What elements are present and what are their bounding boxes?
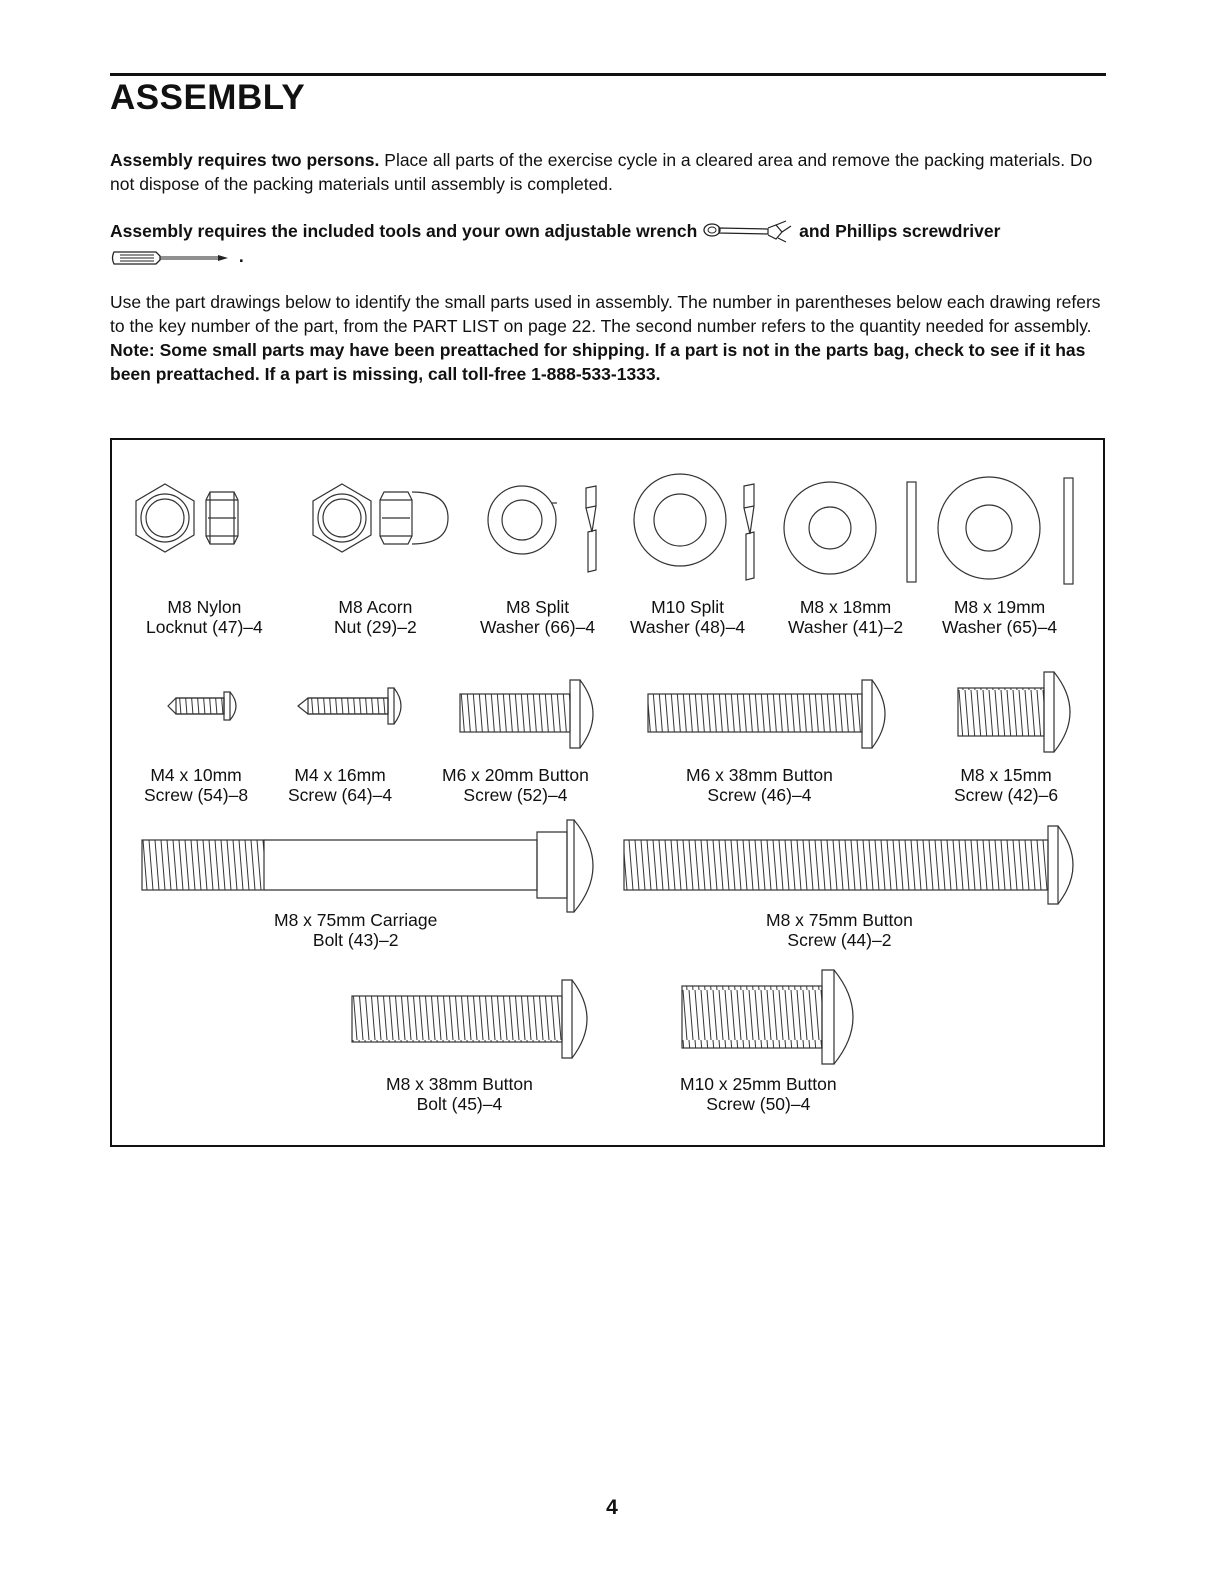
part-label: M10 x 25mm Button Screw (50)–4 (680, 1074, 837, 1114)
tools-text: Assembly requires the included tools and your own adjustable wrench (110, 221, 698, 241)
part-label: M8 Nylon Locknut (47)–4 (146, 597, 263, 637)
adjustable-wrench-icon (702, 220, 794, 244)
part-label: M8 x 15mm Screw (42)–6 (954, 765, 1059, 805)
button-screw-icon (682, 970, 853, 1064)
page-number: 4 (606, 1496, 618, 1519)
split-washer-icon (488, 486, 596, 572)
phillips-screwdriver-icon (110, 247, 234, 269)
short-screw-icon (168, 692, 236, 720)
part-label: M10 Split Washer (48)–4 (630, 597, 746, 637)
parts-box (110, 438, 1105, 1147)
tools-paragraph (110, 219, 1110, 269)
nylon-locknut-icon (136, 484, 238, 552)
flat-washer-large-icon (938, 477, 1073, 584)
packing-text: Place all parts of the exercise cycle in a cleared area and remove the packing materials. Do not dispose of the packing materials until assembly is completed. (110, 150, 1093, 194)
part-label: M8 x 19mm Washer (65)–4 (942, 597, 1058, 637)
tools-period: . (238, 246, 244, 267)
tools-text-2: and Phillips screwdriver (799, 221, 1001, 241)
page-title: ASSEMBLY (110, 78, 306, 117)
part-label: M4 x 10mm Screw (54)–8 (144, 765, 249, 805)
carriage-bolt-icon (142, 820, 593, 912)
intro-paragraph-3 (110, 290, 1110, 386)
screw-icon (298, 688, 401, 724)
button-screw-icon (460, 680, 593, 748)
button-bolt-icon (352, 980, 587, 1058)
part-label: M8 x 38mm Button Bolt (45)–4 (386, 1074, 533, 1114)
acorn-nut-icon (313, 484, 448, 552)
part-label: M4 x 16mm Screw (64)–4 (288, 765, 393, 805)
drawings-text: Use the part drawings below to identify the small parts used in assembly. The number in parentheses below each drawing refers to the key number of the part, from the PART LIST on page 22. The second number refers to the quantity needed for assembly. (110, 292, 1101, 336)
part-label: M8 Acorn Nut (29)–2 (334, 597, 417, 637)
part-label: M8 x 75mm Carriage Bolt (43)–2 (274, 910, 438, 950)
part-label: M8 x 18mm Washer (41)–2 (788, 597, 904, 637)
part-label: M6 x 38mm Button Screw (46)–4 (686, 765, 833, 805)
short-button-screw-icon (958, 672, 1070, 752)
long-button-screw-icon (648, 680, 885, 748)
preattached-note: Note: Some small parts may have been preattached for shipping. If a part is not in the parts bag, check to see if it has been preattached. If a part is missing, call toll-free 1-888-533-1333. (110, 340, 1086, 384)
part-label: M6 x 20mm Button Screw (52)–4 (442, 765, 589, 805)
part-label: M8 x 75mm Button Screw (44)–2 (766, 910, 913, 950)
flat-washer-icon (784, 482, 916, 582)
two-persons-note: Assembly requires two persons. (110, 150, 380, 170)
split-washer-large-icon (634, 474, 754, 580)
long-button-screw-icon (624, 826, 1073, 904)
title-rule (110, 73, 1106, 76)
intro-paragraph-1 (110, 148, 1110, 196)
part-label: M8 Split Washer (66)–4 (480, 597, 596, 637)
